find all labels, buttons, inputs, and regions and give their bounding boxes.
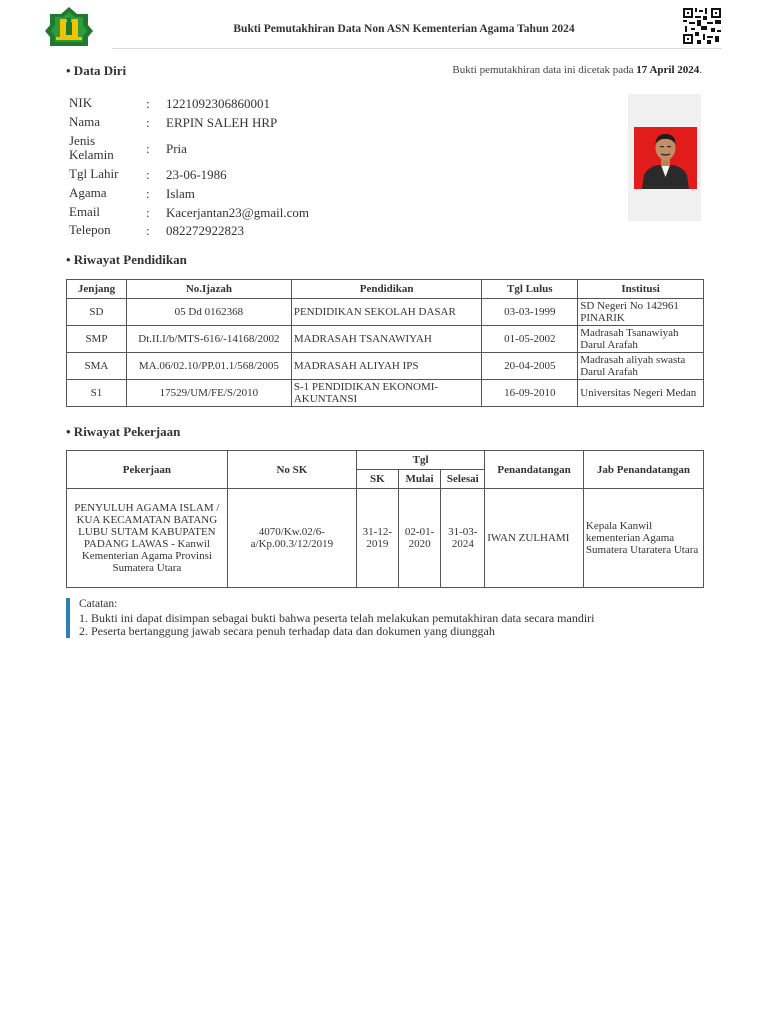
cell-no-ijazah: 17529/UM/FE/S/2010 (126, 380, 291, 407)
column-header: Tgl (356, 451, 484, 470)
cell-no-ijazah: Dt.II.I/b/MTS-616/-14168/2002 (126, 326, 291, 353)
profile-photo (634, 127, 697, 189)
column-header: Pekerjaan (67, 451, 228, 489)
cell-pendidikan: MADRASAH ALIYAH IPS (291, 353, 482, 380)
section-title-data-diri: • Data Diri (66, 63, 127, 78)
table-row (67, 326, 704, 353)
cell-institusi: SD Negeri No 142961 PINARIK (578, 299, 704, 326)
page-header (0, 0, 768, 54)
info-label: Nama (69, 114, 101, 129)
column-header: Selesai (441, 470, 485, 489)
column-header: Jab Penandatangan (583, 451, 703, 489)
column-header: Mulai (398, 470, 441, 489)
column-header: Tgl Lulus (482, 280, 578, 299)
header-divider (112, 48, 722, 49)
kemenag-logo (44, 6, 94, 48)
cell-tgl-lulus: 03-03-1999 (482, 299, 578, 326)
info-value-tgl-lahir: 23-06-1986 (166, 167, 227, 182)
photo-frame (628, 94, 701, 221)
education-table (66, 279, 704, 407)
cell-institusi: Universitas Negeri Medan (578, 380, 704, 407)
info-label: Tgl Lahir (69, 166, 119, 181)
qr-code-icon (683, 8, 721, 44)
section-title-pekerjaan: • Riwayat Pekerjaan (66, 424, 181, 439)
info-label: Telepon (69, 222, 111, 237)
cell-institusi: Madrasah Tsanawiyah Darul Arafah (578, 326, 704, 353)
cell-no-ijazah: MA.06/02.10/PP.01.1/568/2005 (126, 353, 291, 380)
info-value-telepon: 082272922823 (166, 223, 244, 238)
cell-tgl-lulus: 20-04-2005 (482, 353, 578, 380)
cell-pekerjaan: PENYULUH AGAMA ISLAM / KUA KECAMATAN BATANG LUBU SUTAM KABUPATEN PADANG LAWAS - Kanwil Kementerian Agama Provinsi Sumatera Utara (67, 489, 228, 588)
cell-jenjang: S1 (67, 380, 127, 407)
info-colon: : (146, 223, 150, 238)
info-value-nama: ERPIN SALEH HRP (166, 115, 278, 130)
info-colon: : (146, 141, 150, 156)
column-header: No SK (227, 451, 356, 489)
cell-jenjang: SD (67, 299, 127, 326)
column-header: Jenjang (67, 280, 127, 299)
cell-penandatangan: IWAN ZULHAMI (485, 489, 584, 588)
printed-date: 17 April 2024 (636, 64, 700, 76)
table-row (67, 353, 704, 380)
table-row (67, 299, 704, 326)
note-item: 2. Peserta bertanggung jawab secara penuh terhadap data dan dokumen yang diunggah (79, 624, 495, 638)
cell-pendidikan: S-1 PENDIDIKAN EKONOMI-AKUNTANSI (291, 380, 482, 407)
info-colon: : (146, 167, 150, 182)
info-value-email: Kacerjantan23@gmail.com (166, 205, 309, 220)
cell-tgl-lulus: 16-09-2010 (482, 380, 578, 407)
info-label: Agama (69, 185, 107, 200)
cell-tgl-mulai: 02-01-2020 (398, 489, 441, 588)
employment-table (66, 450, 704, 588)
column-header: SK (356, 470, 398, 489)
column-header: Penandatangan (485, 451, 584, 489)
info-value-jenis-kelamin: Pria (166, 141, 187, 156)
info-colon: : (146, 205, 150, 220)
info-label: Jenis Kelamin (69, 133, 114, 162)
cell-jenjang: SMA (67, 353, 127, 380)
cell-tgl-sk: 31-12-2019 (356, 489, 398, 588)
table-row (67, 489, 704, 588)
table-header-row (67, 451, 704, 470)
info-colon: : (146, 115, 150, 130)
column-header: No.Ijazah (126, 280, 291, 299)
cell-no-ijazah: 05 Dd 0162368 (126, 299, 291, 326)
info-colon: : (146, 186, 150, 201)
printed-date-text: Bukti pemutakhiran data ini dicetak pada 17 April 2024. (452, 64, 702, 76)
notes-box (66, 598, 719, 638)
column-header: Pendidikan (291, 280, 482, 299)
cell-jab-penandatangan: Kepala Kanwil kementerian Agama Sumatera Utaratera Utara (583, 489, 703, 588)
cell-tgl-lulus: 01-05-2002 (482, 326, 578, 353)
info-label: NIK (69, 95, 93, 110)
cell-jenjang: SMP (67, 326, 127, 353)
info-colon: : (146, 96, 150, 111)
cell-no-sk: 4070/Kw.02/6-a/Kp.00.3/12/2019 (227, 489, 356, 588)
table-row (67, 380, 704, 407)
cell-pendidikan: MADRASAH TSANAWIYAH (291, 326, 482, 353)
document-title: Bukti Pemutakhiran Data Non ASN Kementerian Agama Tahun 2024 (233, 23, 575, 35)
info-value-nik: 1221092306860001 (166, 96, 270, 111)
note-item: 1. Bukti ini dapat disimpan sebagai bukti bahwa peserta telah melakukan pemutakhiran data secara mandiri (79, 610, 595, 625)
cell-tgl-selesai: 31-03-2024 (441, 489, 485, 588)
info-label: Email (69, 204, 101, 219)
info-value-agama: Islam (166, 186, 195, 201)
cell-pendidikan: PENDIDIKAN SEKOLAH DASAR (291, 299, 482, 326)
column-header: Institusi (578, 280, 704, 299)
cell-institusi: Madrasah aliyah swasta Darul Arafah (578, 353, 704, 380)
section-title-pendidikan: • Riwayat Pendidikan (66, 252, 187, 267)
notes-title: Catatan: (79, 598, 118, 610)
table-header-row (67, 280, 704, 299)
